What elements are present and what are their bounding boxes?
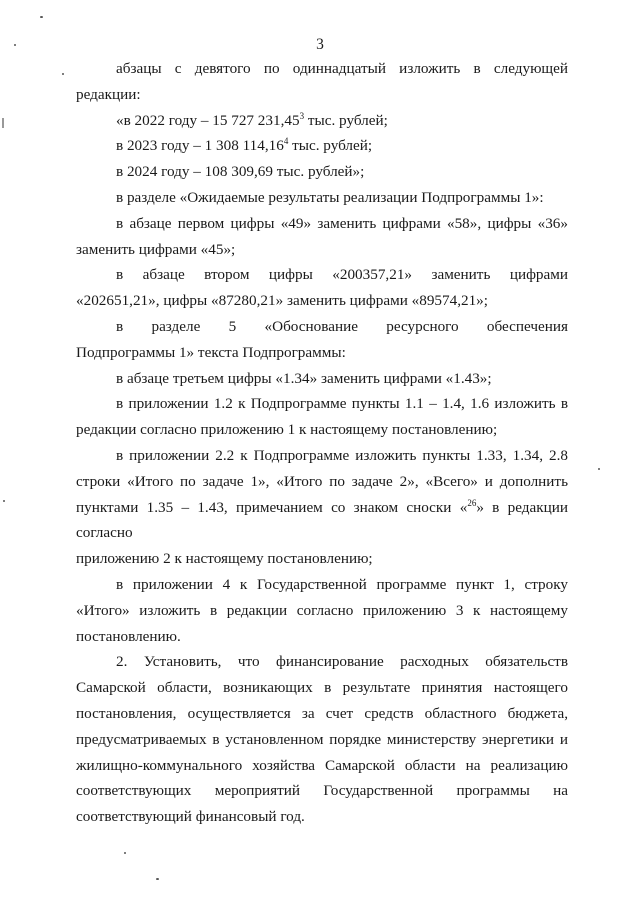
paragraph-line: абзацы с девятого по одиннадцатый изложить в следующей bbox=[116, 60, 568, 77]
paragraph-line: приложению 2 к настоящему постановлению; bbox=[76, 550, 373, 568]
paragraph-line bbox=[76, 495, 568, 547]
paragraph-line: постановления, осуществляется за счет средств областного бюджета, bbox=[76, 704, 568, 722]
footnote-mark: 3 bbox=[299, 110, 305, 121]
paragraph-line: жилищно-коммунального хозяйства Самарской области на реализацию bbox=[76, 756, 568, 774]
footnote-mark: 4 bbox=[283, 136, 289, 147]
text-fragment: тыс. рублей; bbox=[304, 111, 388, 129]
paragraph-line: соответствующих мероприятий Государственной программы на bbox=[76, 782, 568, 800]
paragraph-line: в приложении 2.2 к Подпрограмме изложить пункты 1.33, 1.34, 2.8 bbox=[116, 446, 568, 464]
paragraph-line: 2. Установить, что финансирование расходных обязательств bbox=[116, 653, 568, 671]
paragraph-line: строки «Итого по задаче 1», «Итого по задаче 2», «Всего» и дополнить bbox=[76, 472, 568, 490]
paragraph-line: в разделе «Ожидаемые результаты реализации Подпрограммы 1»: bbox=[116, 188, 544, 206]
paragraph-line: предусматриваемых в установленном порядке министерству энергетики и bbox=[76, 730, 568, 748]
paragraph-line: заменить цифрами «45»; bbox=[76, 240, 236, 258]
paragraph-line: в приложении 1.2 к Подпрограмме пункты 1.1 – 1.4, 1.6 изложить в bbox=[116, 395, 568, 413]
document-body bbox=[76, 56, 568, 830]
paragraph-line: в абзаце первом цифры «49» заменить цифрами «58», цифры «36» bbox=[116, 214, 568, 232]
paragraph-line: «Итого» изложить в редакции согласно приложению 3 к настоящему bbox=[76, 601, 568, 619]
paragraph-line: Самарской области, возникающих в результате принятия настоящего bbox=[76, 679, 568, 697]
footnote-mark: 26 bbox=[467, 497, 477, 508]
paragraph-line: в приложении 4 к Государственной программе пункт 1, строку bbox=[116, 575, 568, 593]
text-fragment: в 2023 году – 1 308 114,16 bbox=[116, 137, 284, 155]
paragraph-line: в разделе 5 «Обоснование ресурсного обеспечения bbox=[116, 317, 568, 335]
scan-speck bbox=[3, 500, 5, 502]
text-fragment: «в 2022 году – 15 727 231,45 bbox=[116, 111, 300, 129]
paragraph-line: Подпрограммы 1» текста Подпрограммы: bbox=[76, 343, 346, 361]
scan-speck bbox=[40, 16, 43, 18]
paragraph-line: редакции согласно приложению 1 к настоящему постановлению; bbox=[76, 421, 498, 439]
scan-speck bbox=[598, 468, 600, 470]
text-fragment: пунктами 1.35 – 1.43, примечанием со знаком сноски « bbox=[76, 498, 468, 516]
page-number: 3 bbox=[316, 36, 324, 53]
text-fragment: » в редакции согласно bbox=[76, 498, 568, 542]
text-fragment: тыс. рублей; bbox=[288, 137, 373, 155]
paragraph-line: «202651,21», цифры «87280,21» заменить цифрами «89574,21»; bbox=[76, 292, 488, 310]
paragraph-line: в абзаце третьем цифры «1.34» заменить цифрами «1.43»; bbox=[116, 369, 492, 387]
scan-speck bbox=[156, 878, 159, 880]
paragraph-line: соответствующий финансовый год. bbox=[76, 808, 305, 826]
paragraph-line: редакции: bbox=[76, 85, 141, 103]
scan-speck bbox=[14, 44, 16, 46]
paragraph-line bbox=[76, 108, 568, 134]
scan-speck bbox=[2, 118, 4, 128]
paragraph-line: постановлению. bbox=[76, 627, 181, 645]
scan-speck bbox=[124, 852, 126, 854]
paragraph-line: в 2024 году – 108 309,69 тыс. рублей»; bbox=[116, 163, 365, 181]
scan-speck bbox=[62, 73, 64, 75]
paragraph-line: в абзаце втором цифры «200357,21» заменить цифрами bbox=[116, 266, 568, 284]
paragraph-line bbox=[76, 133, 568, 159]
